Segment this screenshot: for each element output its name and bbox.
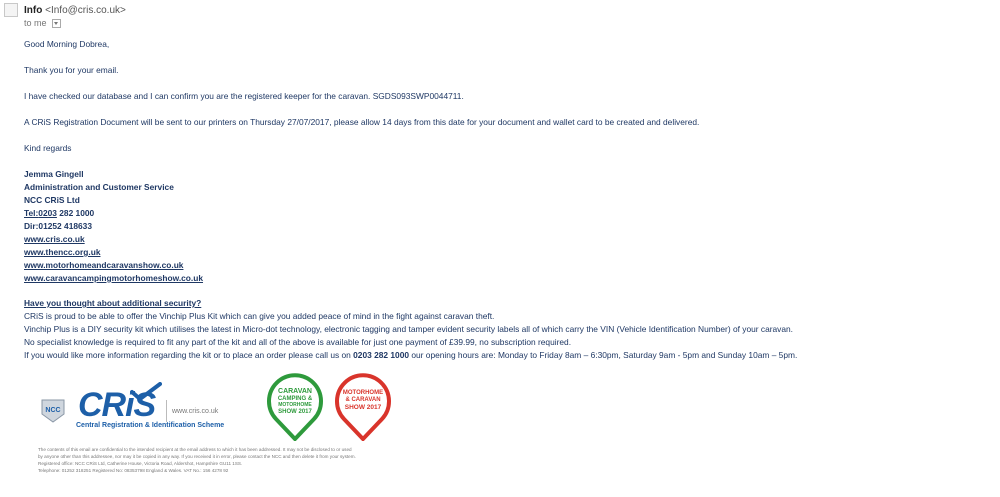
motorhome-caravan-show-badge: [334, 373, 392, 441]
signature-company: NCC CRiS Ltd: [24, 195, 80, 205]
document-paragraph: A CRiS Registration Document will be sent to our printers on Thursday 27/07/2017, please allow 14 days from this date for your document and wallet card to be created and delivered.: [24, 117, 700, 127]
cris-logo-wordmark: CRiS: [78, 386, 156, 424]
security-line-2: Vinchip Plus is a DIY security kit which utilises the latest in Micro-dot technology, electronic tagging and tamper evident security labels all of which carry the VIN (Vehicle Identification Number) of your caravan.: [24, 324, 794, 334]
badge2-line-3: SHOW 2017: [344, 404, 382, 411]
badge2-line-2: & CARAVAN: [345, 397, 381, 403]
badge1-line-1: CARAVAN: [278, 388, 312, 395]
ncc-logo-icon: [38, 396, 68, 424]
thanks-line: Thank you for your email.: [24, 65, 119, 75]
sender-avatar: [4, 3, 18, 17]
sender-name[interactable]: Info: [24, 5, 43, 16]
link-caravan-camping-show[interactable]: www.caravancampingmotorhomeshow.co.uk: [24, 273, 204, 283]
link-cris[interactable]: www.cris.co.uk: [24, 234, 85, 244]
security-phone: 0203 282 1000: [353, 350, 410, 360]
badge2-line-1: MOTORHOME: [342, 390, 384, 396]
tel-prefix-link[interactable]: Tel:: [24, 208, 39, 218]
recipient-label: to me: [24, 18, 47, 28]
cris-logo-tick-icon: [130, 382, 162, 402]
sender-line: [24, 5, 126, 16]
registration-details: Telephone: 01252 318251 Registered No: 08353798 England & Wales. VAT No.: 156 4278 92: [38, 468, 229, 473]
security-line-4: [24, 350, 797, 360]
security-line-4-post: our opening hours are: Monday to Friday 8am – 6:30pm, Saturday 9am - 5pm and Sunday 10am – 5pm.: [409, 350, 798, 360]
security-heading: Have you thought about additional security?: [24, 298, 202, 308]
badge1-line-3: MOTORHOME: [278, 402, 312, 408]
regards: Kind regards: [24, 143, 72, 153]
disclaimer-line-2: by anyone other than this addressee, nor may it be copied in any way. If you received it in error, please contact the NCC and then delete it from your system.: [38, 454, 356, 459]
security-line-3: No specialist knowledge is required to fit any part of the kit and all of the above is available for just one payment of £39.99, no subscription required.: [24, 337, 572, 347]
link-motorhome-show[interactable]: www.motorhomeandcaravanshow.co.uk: [24, 260, 184, 270]
logo-divider: [166, 400, 167, 422]
ncc-logo-text: NCC: [45, 407, 61, 414]
cris-logo-url: www.cris.co.uk: [172, 408, 219, 415]
sender-email: <Info@cris.co.uk>: [45, 5, 126, 16]
greeting: Good Morning Dobrea,: [24, 39, 110, 49]
signature-role: Administration and Customer Service: [24, 182, 174, 192]
link-thencc[interactable]: www.thencc.org.uk: [24, 247, 101, 257]
security-line-4-pre: If you would like more information regarding the kit or to place an order please call us on: [24, 350, 354, 360]
keeper-paragraph: I have checked our database and I can confirm you are the registered keeper for the caravan. SGDS093SWP0044711.: [24, 91, 464, 101]
disclaimer-line-1: The contents of this email are confidential to the intended recipient at the email address to which it has been addressed. It may not be disclosed to or used: [38, 447, 352, 452]
caravan-camping-show-badge: [266, 373, 324, 441]
badge1-line-2: CAMPING &: [277, 396, 313, 402]
signature-dir: Dir:01252 418633: [24, 221, 92, 231]
cris-logo-tagline: Central Registration & Identification Scheme: [76, 422, 225, 429]
cris-logo-block: [38, 378, 458, 448]
signature-name: Jemma Gingell: [24, 169, 84, 179]
recipient-line: [24, 18, 61, 28]
security-line-1: CRiS is proud to be able to offer the Vinchip Plus Kit which can give you added peace of mind in the fight against caravan theft.: [24, 311, 495, 321]
signature-tel: [24, 208, 94, 218]
tel-link[interactable]: 0203: [38, 208, 57, 218]
registered-office: Registered office: NCC CRiS Ltd, Catherine House, Victoria Road, Aldershot, Hampshire GU11 1SS.: [38, 461, 243, 466]
badge1-line-4: SHOW 2017: [278, 409, 312, 415]
recipient-details-dropdown-icon[interactable]: [52, 19, 61, 28]
tel-rest: 282 1000: [56, 208, 95, 218]
